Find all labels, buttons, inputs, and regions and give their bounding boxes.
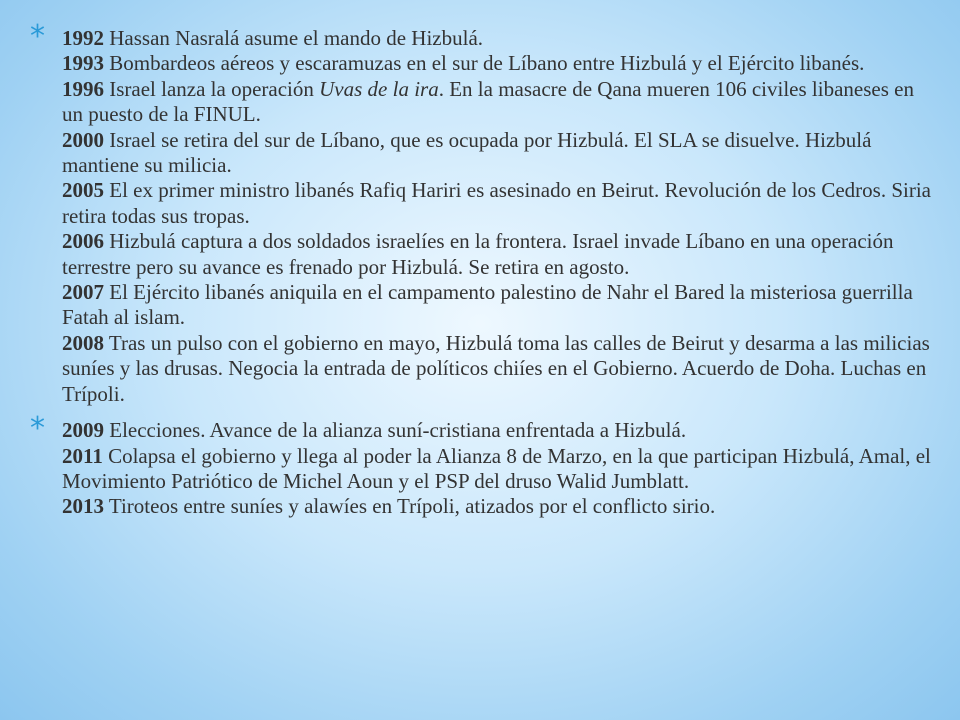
- bullet-marker-icon: *: [30, 19, 45, 54]
- entry-year: 2013: [62, 494, 104, 519]
- entry-text: Tiroteos entre suníes y alawíes en Trípoli, atizados por el conflicto sirio.: [104, 494, 716, 519]
- bullet-marker-icon: *: [30, 411, 45, 447]
- entry-year: 2008: [62, 330, 104, 355]
- timeline-entry-1996: [62, 77, 935, 128]
- entry-text: Israel se retira del sur de Líbano, que es ocupada por Hizbulá. El SLA se disuelve. Hizbulá mantiene su milicia.: [62, 127, 872, 178]
- entry-year: 1993: [62, 51, 104, 76]
- timeline-entry-2009: [62, 418, 935, 443]
- entry-year: 2006: [62, 229, 104, 254]
- entry-text: Israel lanza la operación: [104, 76, 320, 101]
- entry-text-italic: Uvas de la ira: [319, 76, 439, 101]
- entry-year: 1996: [62, 76, 104, 101]
- entry-year: 1992: [62, 26, 104, 50]
- entry-text: El ex primer ministro libanés Rafiq Hariri es asesinado en Beirut. Revolución de los Cedros. Siria retira todas sus tropas.: [62, 178, 931, 228]
- entry-year: 2009: [62, 418, 104, 443]
- timeline-entry-2000: [62, 128, 935, 179]
- entry-year: 2011: [62, 443, 103, 468]
- entry-year: 2000: [62, 127, 104, 152]
- bullet-1: [30, 19, 935, 407]
- timeline-entry-2005: [62, 178, 935, 229]
- entry-year: 2005: [62, 178, 104, 203]
- timeline-entry-1993: [62, 51, 935, 76]
- entry-year: 2007: [62, 280, 104, 305]
- timeline-entry-2011: [62, 444, 935, 495]
- timeline-entry-2006: [62, 229, 935, 280]
- entry-text: El Ejército libanés aniquila en el campamento palestino de Nahr el Bared la misteriosa guerrilla Fatah al islam.: [62, 280, 913, 330]
- timeline-entry-2008: [62, 331, 935, 407]
- timeline-entry-2013: [62, 494, 935, 519]
- bullet-2: [30, 411, 935, 520]
- entry-text: Hassan Nasralá asume el mando de Hizbulá.: [104, 26, 484, 50]
- entry-text: Bombardeos aéreos y escaramuzas en el sur de Líbano entre Hizbulá y el Ejército libanés.: [104, 51, 865, 76]
- entry-text: Hizbulá captura a dos soldados israelíes en la frontera. Israel invade Líbano en una operación terrestre pero su avance es frenado por Hizbulá. Se retira en agosto.: [62, 229, 894, 279]
- entry-text: Colapsa el gobierno y llega al poder la Alianza 8 de Marzo, en la que participan Hizbulá, Amal, el Movimiento Patriótico de Michel Aoun y el PSP del druso Walid Jumblatt.: [62, 443, 931, 493]
- timeline-entry-1992: [62, 26, 935, 51]
- slide-content: [30, 19, 935, 520]
- entry-text-continued: . En la masacre de Qana mueren 106 civiles libaneses en un puesto de la FINUL.: [62, 76, 914, 127]
- entry-text: Tras un pulso con el gobierno en mayo, Hizbulá toma las calles de Beirut y desarma a las milicias suníes y las drusas. Negocia la entrada de políticos chiíes en el Gobierno. Acuerdo de Doha. Luchas en Trípoli.: [62, 330, 930, 406]
- timeline-entry-2007: [62, 280, 935, 331]
- entry-text: Elecciones. Avance de la alianza suní-cristiana enfrentada a Hizbulá.: [104, 418, 687, 443]
